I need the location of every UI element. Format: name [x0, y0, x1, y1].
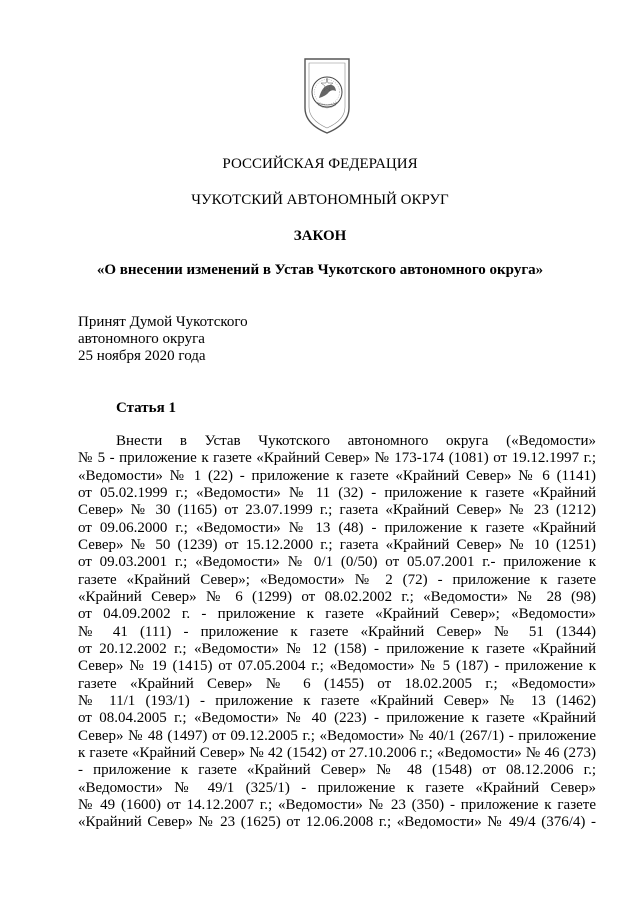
region-heading: ЧУКОТСКИЙ АВТОНОМНЫЙ ОКРУГ	[191, 192, 449, 208]
text-line: газете «Крайний Север» № 6 (1455) от 18.02.2005 г.; «Ведомости»	[78, 675, 596, 692]
country-heading: РОССИЙСКАЯ ФЕДЕРАЦИЯ	[222, 156, 418, 172]
text-line: от 08.04.2005 г.; «Ведомости» № 40 (223) - приложение к газете «Крайний	[78, 710, 596, 727]
text-line: от 09.06.2000 г.; «Ведомости» № 13 (48) - приложение к газете «Крайний	[78, 519, 596, 536]
text-line: Север» № 50 (1239) от 15.12.2000 г.; газета «Крайний Север» № 10 (1251)	[78, 536, 596, 553]
text-line: «Крайний Север» № 23 (1625) от 12.06.2008 г.; «Ведомости» № 49/4 (376/4) -	[78, 814, 596, 831]
adoption-block	[78, 314, 248, 365]
text-line: № 41 (111) - приложение к газете «Крайний Север» № 51 (1344)	[78, 623, 596, 640]
text-line: от 09.03.2001 г.; «Ведомости» № 0/1 (0/50) от 05.07.2001 г.- приложение к	[78, 554, 596, 571]
text-line: - приложение к газете «Крайний Север» № 48 (1548) от 08.12.2006 г.;	[78, 762, 596, 779]
adoption-line: Принят Думой Чукотского	[78, 314, 248, 330]
article-body	[78, 433, 596, 832]
adoption-line: автономного округа	[78, 331, 205, 347]
law-title: «О внесении изменений в Устав Чукотского автономного округа»	[96, 262, 544, 278]
text-line: Север» № 30 (1165) от 23.07.1999 г.; газета «Крайний Север» № 23 (1212)	[78, 502, 596, 519]
text-line: Север» № 19 (1415) от 07.05.2004 г.; «Ведомости» № 5 (187) - приложение к	[78, 658, 596, 675]
text-line: от 05.02.1999 г.; «Ведомости» № 11 (32) - приложение к газете «Крайний	[78, 484, 596, 501]
article-heading: Статья 1	[116, 400, 176, 416]
text-line: Север» № 48 (1497) от 09.12.2005 г.; «Ведомости» № 40/1 (267/1) - приложение	[78, 727, 596, 744]
text-line: от 04.09.2002 г. - приложение к газете «Крайний Север»; «Ведомости»	[78, 606, 596, 623]
text-line: № 5 - приложение к газете «Крайний Север» № 173-174 (1081) от 19.12.1997 г.;	[78, 450, 596, 467]
text-line: от 20.12.2002 г.; «Ведомости» № 12 (158) - приложение к газете «Крайний	[78, 640, 596, 657]
text-line: «Крайний Север» № 6 (1299) от 08.02.2002 г.; «Ведомости» № 28 (98)	[78, 588, 596, 605]
text-line: «Ведомости» № 1 (22) - приложение к газете «Крайний Север» № 6 (1141)	[78, 467, 596, 484]
text-line: к газете «Крайний Север» № 42 (1542) от 27.10.2006 г.; «Ведомости» № 46 (273)	[78, 744, 596, 761]
text-line: газете «Крайний Север»; «Ведомости» № 2 (72) - приложение к газете	[78, 571, 596, 588]
adoption-date: 25 ноября 2020 года	[78, 348, 206, 364]
coat-of-arms-emblem	[302, 56, 352, 136]
text-line: № 11/1 (193/1) - приложение к газете «Крайний Север» № 13 (1462)	[78, 692, 596, 709]
text-line: Внести в Устав Чукотского автономного округа («Ведомости»	[116, 433, 596, 449]
text-line: «Ведомости» № 49/1 (325/1) - приложение к газете «Крайний Север»	[78, 779, 596, 796]
document-type-heading: ЗАКОН	[293, 228, 347, 244]
text-line: № 49 (1600) от 14.12.2007 г.; «Ведомости» № 23 (350) - приложение к газете	[78, 796, 596, 813]
